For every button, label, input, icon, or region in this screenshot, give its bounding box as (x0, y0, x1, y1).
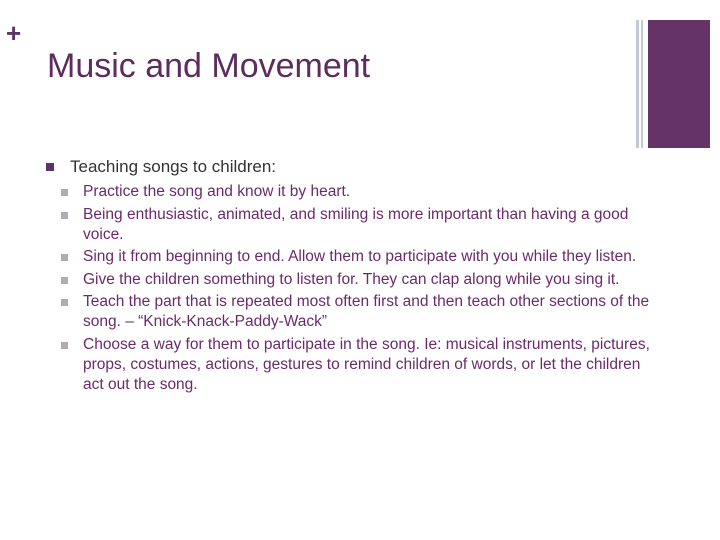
square-bullet-icon (46, 163, 54, 171)
list-item (61, 292, 664, 332)
decorative-line (636, 20, 639, 148)
list-item-text: Sing it from beginning to end. Allow them to participate with you while they listen. (83, 248, 637, 265)
heading-text: Teaching songs to children: (70, 157, 277, 176)
square-bullet-icon (61, 189, 68, 196)
list-item-text: Being enthusiastic, animated, and smiling is more important than having a good voice. (83, 205, 629, 243)
list-item (61, 270, 664, 290)
list-item (61, 247, 664, 267)
list-item (61, 335, 664, 395)
bullet-heading (44, 156, 664, 178)
list-item (61, 205, 664, 245)
square-bullet-icon (61, 212, 68, 219)
list-item-text: Teach the part that is repeated most often first and then teach other sections of the song. – “Knick-Knack-Paddy-Wack” (83, 293, 650, 330)
list-item-text: Give the children something to listen for. They can clap along while you sing it. (83, 270, 620, 288)
square-bullet-icon (61, 254, 68, 261)
decorative-block (648, 20, 710, 148)
list-item-text: Practice the song and know it by heart. (83, 183, 351, 200)
list-item-text: Choose a way for them to participate in the song. Ie: musical instruments, pictures, props, costumes, actions, gestures to remind children of words, or let the children act out the song. (83, 335, 650, 393)
plus-icon: + (6, 18, 22, 48)
list-item (61, 182, 664, 202)
square-bullet-icon (61, 277, 68, 284)
square-bullet-icon (61, 342, 68, 349)
slide-title: Music and Movement (47, 47, 371, 85)
bullet-list (44, 182, 664, 395)
square-bullet-icon (61, 299, 68, 306)
slide-content (44, 156, 664, 397)
decorative-line (641, 20, 643, 148)
